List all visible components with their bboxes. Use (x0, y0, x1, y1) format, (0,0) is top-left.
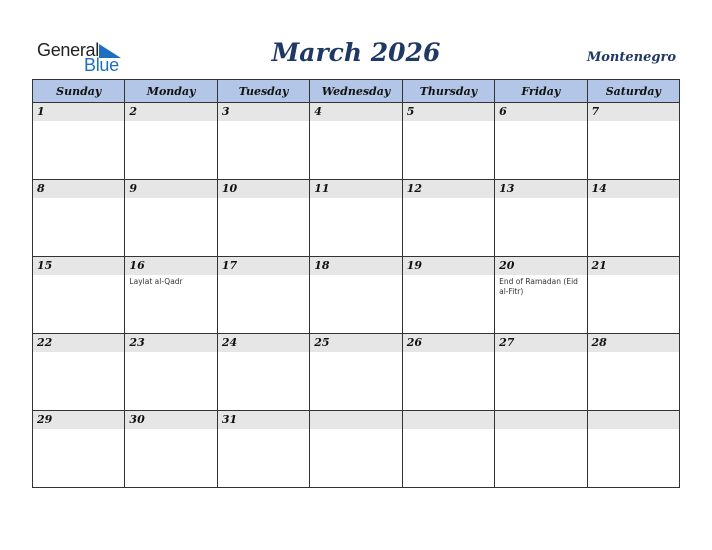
weekday-header: Saturday (587, 80, 679, 103)
day-cell (33, 257, 125, 334)
day-cell (495, 334, 587, 411)
day-number: 26 (403, 334, 494, 352)
day-number (310, 411, 401, 429)
day-cell (217, 257, 309, 334)
day-number (403, 411, 494, 429)
day-cell (587, 103, 679, 180)
day-cell (310, 411, 402, 488)
day-cell (587, 257, 679, 334)
week-row (33, 103, 680, 180)
day-number: 8 (33, 180, 124, 198)
day-cell (33, 103, 125, 180)
day-cell (125, 180, 217, 257)
day-number: 3 (218, 103, 309, 121)
day-cell (310, 257, 402, 334)
day-number: 2 (125, 103, 216, 121)
day-cell (402, 180, 494, 257)
day-number: 9 (125, 180, 216, 198)
day-cell (402, 411, 494, 488)
day-cell (587, 411, 679, 488)
day-number (588, 411, 679, 429)
day-number: 12 (403, 180, 494, 198)
weekday-header: Monday (125, 80, 217, 103)
day-number: 19 (403, 257, 494, 275)
day-cell (310, 103, 402, 180)
day-number: 4 (310, 103, 401, 121)
day-cell (217, 411, 309, 488)
day-cell (495, 411, 587, 488)
weekday-header-row (33, 80, 680, 103)
weekday-header: Sunday (33, 80, 125, 103)
week-row (33, 411, 680, 488)
day-number: 30 (125, 411, 216, 429)
day-number: 20 (495, 257, 586, 275)
day-cell (310, 334, 402, 411)
day-cell (217, 103, 309, 180)
day-cell (33, 411, 125, 488)
day-cell (495, 180, 587, 257)
day-number (495, 411, 586, 429)
weekday-header: Tuesday (217, 80, 309, 103)
week-row (33, 180, 680, 257)
week-row (33, 257, 680, 334)
day-number: 10 (218, 180, 309, 198)
calendar-title: March 2026 (271, 38, 441, 67)
day-number: 23 (125, 334, 216, 352)
day-cell (217, 334, 309, 411)
holiday-label: End of Ramadan (Eid al-Fitr) (499, 277, 578, 296)
day-number: 7 (588, 103, 679, 121)
day-number: 25 (310, 334, 401, 352)
day-number: 14 (588, 180, 679, 198)
calendar-grid (32, 79, 680, 488)
week-row (33, 334, 680, 411)
day-number: 11 (310, 180, 401, 198)
day-cell (125, 334, 217, 411)
day-cell (587, 180, 679, 257)
day-number: 6 (495, 103, 586, 121)
day-number: 31 (218, 411, 309, 429)
country-name: Montenegro (586, 50, 676, 65)
weekday-header: Thursday (402, 80, 494, 103)
day-cell (587, 334, 679, 411)
day-number: 22 (33, 334, 124, 352)
day-number: 13 (495, 180, 586, 198)
weekday-header: Friday (495, 80, 587, 103)
day-cell (495, 257, 587, 334)
day-cell (217, 180, 309, 257)
day-cell (310, 180, 402, 257)
day-number: 29 (33, 411, 124, 429)
day-cell (125, 411, 217, 488)
day-number: 21 (588, 257, 679, 275)
day-number: 16 (125, 257, 216, 275)
logo-general-text: General (37, 40, 99, 60)
holiday-label: Laylat al-Qadr (129, 277, 183, 286)
day-cell (495, 103, 587, 180)
day-number: 18 (310, 257, 401, 275)
day-number: 28 (588, 334, 679, 352)
day-number: 1 (33, 103, 124, 121)
day-cell (125, 103, 217, 180)
day-number: 17 (218, 257, 309, 275)
logo-blue-text: Blue (84, 55, 119, 75)
day-cell (402, 257, 494, 334)
day-cell (125, 257, 217, 334)
day-number: 27 (495, 334, 586, 352)
day-cell (33, 180, 125, 257)
day-number: 5 (403, 103, 494, 121)
day-cell (402, 103, 494, 180)
day-cell (33, 334, 125, 411)
day-cell (402, 334, 494, 411)
weekday-header: Wednesday (310, 80, 402, 103)
day-number: 24 (218, 334, 309, 352)
day-number: 15 (33, 257, 124, 275)
